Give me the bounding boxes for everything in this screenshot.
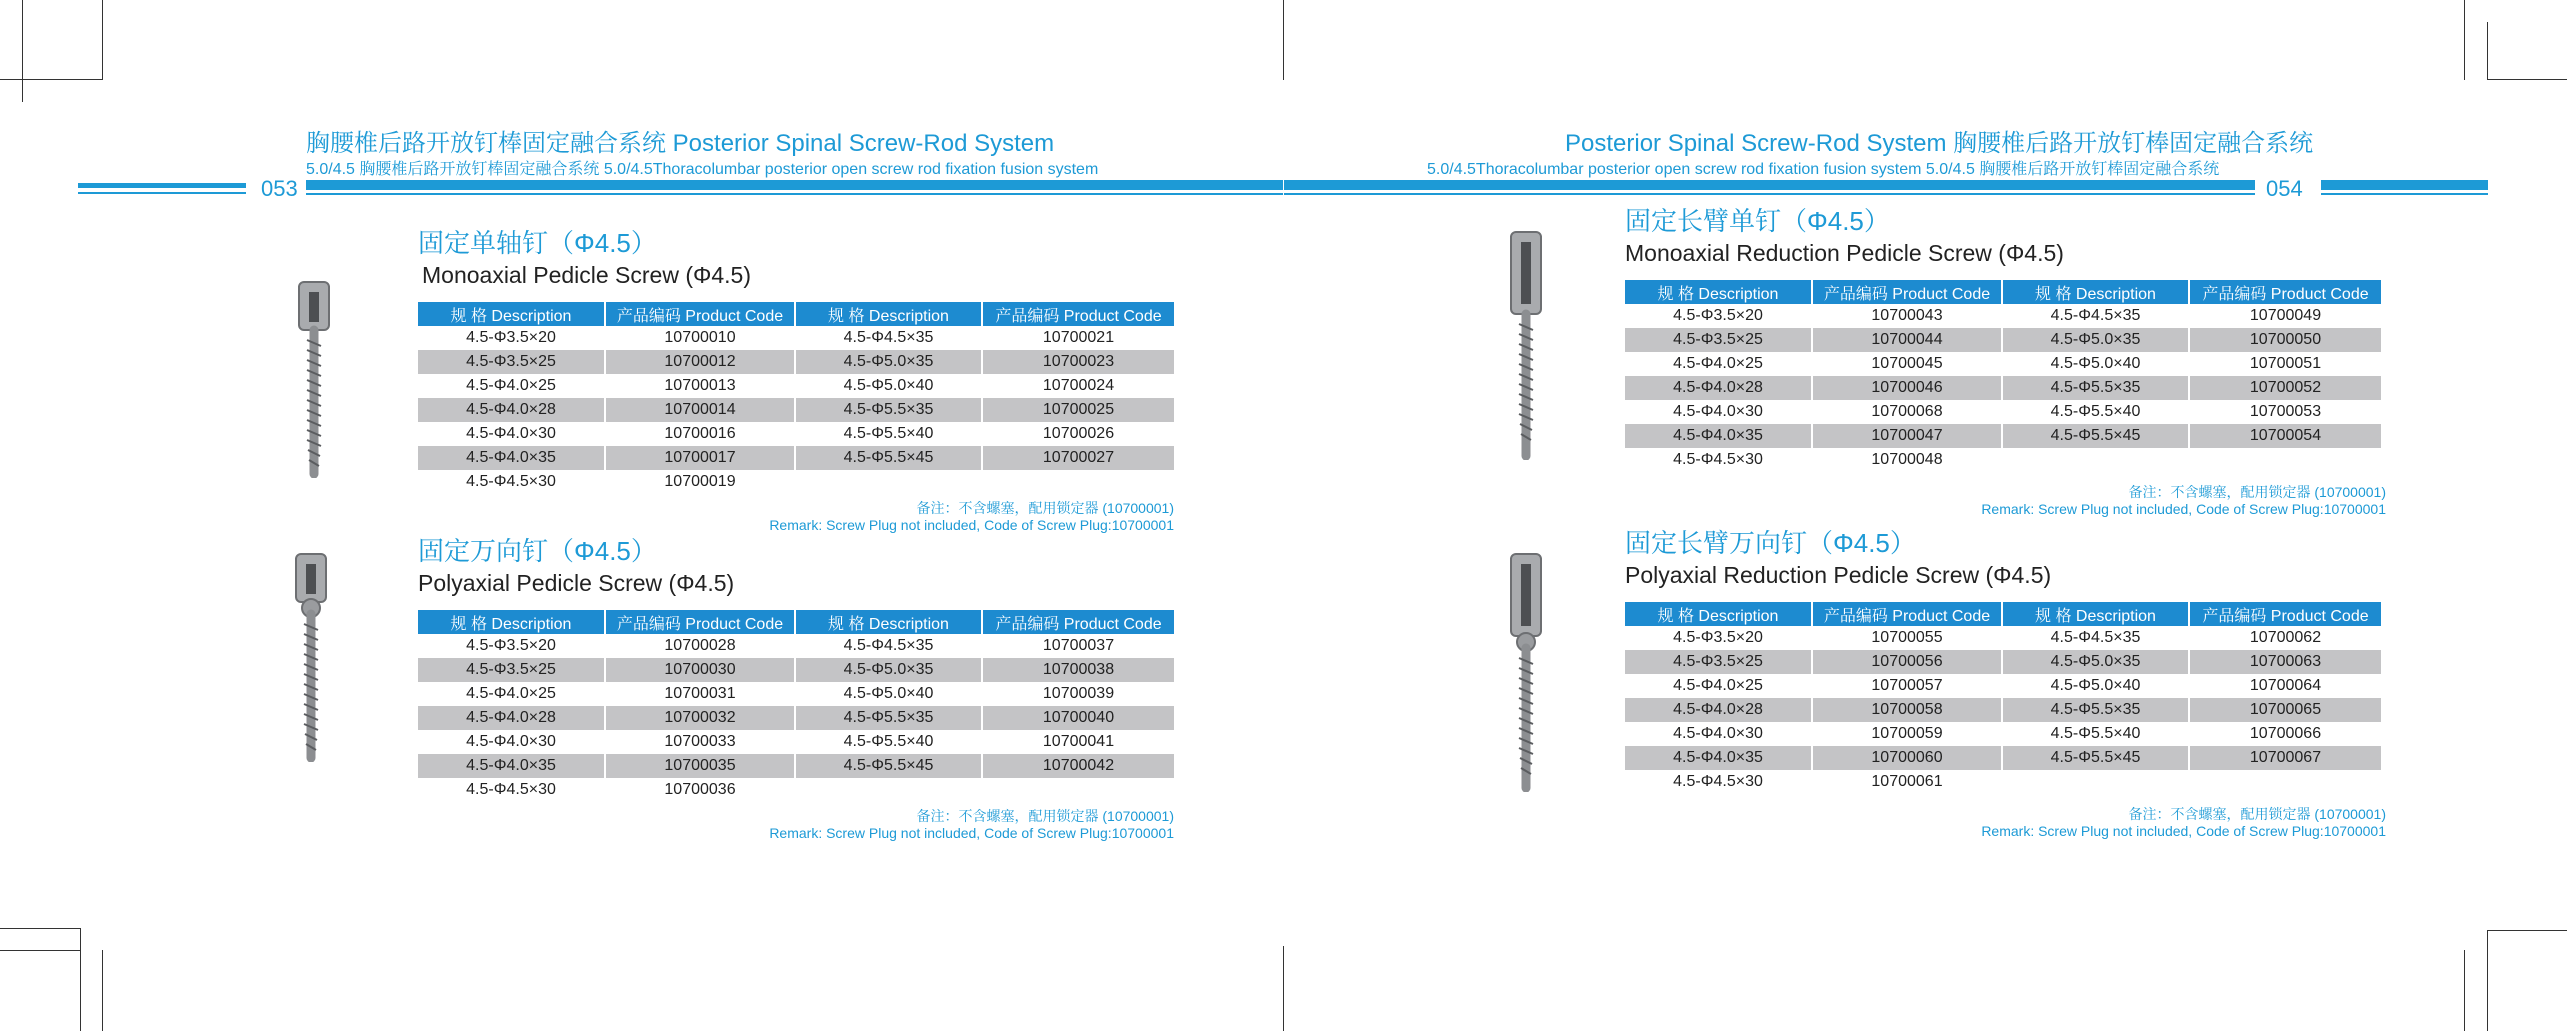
- table-cell: 10700051: [2249, 355, 2322, 372]
- table-cell: 10700060: [1812, 746, 2002, 770]
- crop-mark: [22, 0, 23, 102]
- page-number: 053: [261, 176, 298, 201]
- table-cell: 10700035: [605, 754, 795, 778]
- section-title-en: Polyaxial Pedicle Screw (Φ4.5): [418, 570, 735, 596]
- remark-en: Remark: Screw Plug not included, Code of Screw Plug:10700001: [1981, 823, 2386, 839]
- table-cell: 4.5-Φ3.5×20: [1625, 626, 1812, 650]
- table-cell: 10700059: [1812, 722, 2002, 746]
- table-row: [418, 682, 1174, 706]
- header-title: Posterior Spinal Screw-Rod System 胸腰椎后路开放钉棒固定融合系统: [1565, 130, 2314, 157]
- header-subtitle: 5.0/4.5 胸腰椎后路开放钉棒固定融合系统 5.0/4.5Thoracolumbar posterior open screw rod fixation fusion system: [306, 161, 1099, 178]
- table-cell: [2189, 770, 2381, 794]
- monoaxial-screw-icon: [290, 278, 340, 478]
- table-row: [418, 446, 1174, 470]
- table-row: [418, 470, 1174, 494]
- table-cell: 4.5-Φ4.0×25: [418, 374, 605, 398]
- table-cell: 10700013: [605, 374, 795, 398]
- table-row: [418, 778, 1174, 802]
- table-cell: 4.5-Φ3.5×25: [418, 350, 605, 374]
- section-polyaxial-reduction-screw: [1625, 526, 2386, 840]
- table-cell: 10700036: [605, 778, 795, 802]
- crop-mark: [2464, 0, 2465, 80]
- table-cell: 4.5-Φ4.0×30: [1625, 722, 1812, 746]
- remark-en: Remark: Screw Plug not included, Code of Screw Plug:10700001: [1981, 501, 2386, 517]
- table-cell: 4.5-Φ5.5×40: [2002, 400, 2189, 424]
- section-title-en: Polyaxial Reduction Pedicle Screw (Φ4.5): [1625, 562, 2052, 588]
- table-row: [418, 706, 1174, 730]
- table-cell: 10700046: [1812, 376, 2002, 400]
- remark-note: [1625, 806, 2386, 840]
- table-cell: 4.5-Φ5.0×40: [795, 374, 982, 398]
- col-header-product-code: 产品编码 Product Code: [1812, 602, 2002, 626]
- table-row: [418, 350, 1174, 374]
- table-cell: 4.5-Φ5.0×40: [2002, 674, 2189, 698]
- table-row: [1625, 674, 2381, 698]
- table-cell: [2002, 448, 2189, 472]
- col-header-description: 规 格 Description: [1625, 602, 1812, 626]
- table-cell: 4.5-Φ3.5×25: [1625, 328, 1812, 352]
- table-cell: 10700021: [1042, 329, 1115, 346]
- product-table: [1625, 280, 2381, 472]
- table-cell: 4.5-Φ4.0×35: [1625, 424, 1812, 448]
- table-row: [1625, 746, 2381, 770]
- header-subtitle: 5.0/4.5Thoracolumbar posterior open screw rod fixation fusion system 5.0/4.5 胸腰椎后路开放钉棒固定融合系统: [1427, 161, 2220, 178]
- table-row: [1625, 448, 2381, 472]
- table-cell: 10700063: [2189, 650, 2381, 674]
- table-row: [418, 374, 1174, 398]
- table-cell: 10700068: [1812, 400, 2002, 424]
- table-row: [1625, 626, 2381, 650]
- col-header-description: 规 格 Description: [418, 302, 605, 326]
- table-row: [1625, 328, 2381, 352]
- header-band: [306, 193, 2488, 195]
- table-cell: 4.5-Φ5.5×35: [2002, 376, 2189, 400]
- table-cell: 10700045: [1812, 352, 2002, 376]
- table-cell: 4.5-Φ4.0×25: [1625, 674, 1812, 698]
- table-cell: 4.5-Φ4.0×28: [418, 706, 605, 730]
- table-cell: [982, 778, 1174, 802]
- table-cell: 4.5-Φ5.5×45: [2002, 424, 2189, 448]
- table-cell: 10700025: [982, 398, 1174, 422]
- table-cell: 4.5-Φ5.0×40: [795, 682, 982, 706]
- table-cell: 10700028: [605, 634, 795, 658]
- table-cell: 10700050: [2189, 328, 2381, 352]
- section-monoaxial-reduction-screw: [1625, 204, 2386, 518]
- crop-mark: [2487, 930, 2488, 1031]
- table-cell: 4.5-Φ5.5×35: [795, 398, 982, 422]
- table-cell: 10700016: [605, 422, 795, 446]
- remark-note: [1625, 484, 2386, 518]
- table-cell: 4.5-Φ5.0×40: [2002, 352, 2189, 376]
- table-cell: 4.5-Φ5.0×35: [795, 658, 982, 682]
- col-header-product-code: 产品编码 Product Code: [605, 302, 795, 326]
- table-cell: 4.5-Φ5.5×40: [2002, 722, 2189, 746]
- table-cell: 10700044: [1812, 328, 2002, 352]
- crop-mark: [102, 950, 103, 1031]
- table-cell: 10700023: [982, 350, 1174, 374]
- table-cell: 10700054: [2189, 424, 2381, 448]
- header-band: [2321, 183, 2488, 188]
- remark-note: [418, 500, 1174, 534]
- table-row: [418, 658, 1174, 682]
- table-cell: 10700031: [605, 682, 795, 706]
- table-cell: 10700042: [982, 754, 1174, 778]
- header-band: [306, 180, 2488, 190]
- page-number: 054: [2266, 176, 2303, 201]
- section-title-cn: 固定长臂单钉（Φ4.5）: [1625, 206, 1890, 236]
- table-cell: 10700033: [605, 730, 795, 754]
- col-header-description: 规 格 Description: [2002, 280, 2189, 304]
- remark-en: Remark: Screw Plug not included, Code of Screw Plug:10700001: [769, 825, 1174, 841]
- table-cell: 10700043: [1812, 304, 2002, 328]
- table-cell: 4.5-Φ5.5×40: [795, 422, 982, 446]
- table-cell: 4.5-Φ5.0×35: [795, 350, 982, 374]
- table-row: [418, 422, 1174, 446]
- table-cell: 4.5-Φ5.0×35: [2002, 328, 2189, 352]
- monoaxial-reduction-screw-icon: [1502, 228, 1552, 460]
- table-cell: 4.5-Φ3.5×20: [1625, 304, 1812, 328]
- table-cell: 4.5-Φ4.0×28: [1625, 698, 1812, 722]
- table-row: [418, 754, 1174, 778]
- section-title-en: Monoaxial Pedicle Screw (Φ4.5): [422, 262, 751, 288]
- table-cell: 4.5-Φ4.5×30: [1625, 770, 1812, 794]
- table-cell: 10700055: [1812, 626, 2002, 650]
- col-header-product-code: 产品编码 Product Code: [1812, 280, 2002, 304]
- col-header-product-code: 产品编码 Product Code: [2189, 602, 2381, 626]
- table-row: [418, 730, 1174, 754]
- table-cell: 4.5-Φ4.0×25: [418, 682, 605, 706]
- table-cell: 4.5-Φ3.5×25: [1625, 650, 1812, 674]
- col-header-description: 规 格 Description: [795, 610, 982, 634]
- crop-mark: [0, 928, 80, 929]
- crop-mark: [2487, 930, 2567, 931]
- table-cell: 10700012: [605, 350, 795, 374]
- table-cell: 10700066: [2249, 725, 2322, 742]
- table-cell: 10700058: [1812, 698, 2002, 722]
- table-row: [1625, 650, 2381, 674]
- table-cell: 4.5-Φ4.5×30: [418, 470, 605, 494]
- table-cell: 4.5-Φ3.5×20: [418, 326, 605, 350]
- product-table: [418, 302, 1174, 494]
- section-monoaxial-pedicle-screw: [418, 226, 1174, 534]
- table-cell: 4.5-Φ4.5×35: [2002, 304, 2189, 328]
- table-cell: 4.5-Φ4.0×28: [1625, 376, 1812, 400]
- section-title-cn: 固定长臂万向钉（Φ4.5）: [1625, 528, 1916, 558]
- crop-mark: [102, 0, 103, 80]
- crop-mark: [1283, 0, 1284, 80]
- col-header-product-code: 产品编码 Product Code: [982, 302, 1174, 326]
- table-cell: 10700053: [2249, 403, 2322, 420]
- table-cell: 10700048: [1812, 448, 2002, 472]
- col-header-description: 规 格 Description: [2002, 602, 2189, 626]
- table-cell: 10700014: [605, 398, 795, 422]
- header-title: 胸腰椎后路开放钉棒固定融合系统 Posterior Spinal Screw-Rod System: [306, 130, 1055, 157]
- header-band: [78, 183, 246, 188]
- table-cell: 4.5-Φ4.5×35: [795, 326, 982, 350]
- table-row: [1625, 376, 2381, 400]
- table-cell: 10700057: [1812, 674, 2002, 698]
- crop-mark: [0, 950, 80, 951]
- table-cell: 4.5-Φ4.0×30: [1625, 400, 1812, 424]
- table-row: [1625, 424, 2381, 448]
- table-cell: 10700019: [605, 470, 795, 494]
- table-cell: [2002, 770, 2189, 794]
- table-cell: 10700065: [2189, 698, 2381, 722]
- table-row: [418, 398, 1174, 422]
- col-header-description: 规 格 Description: [418, 610, 605, 634]
- table-cell: 4.5-Φ5.5×45: [795, 446, 982, 470]
- col-header-product-code: 产品编码 Product Code: [2189, 280, 2381, 304]
- table-cell: 4.5-Φ4.0×25: [1625, 352, 1812, 376]
- table-cell: 4.5-Φ5.0×35: [2002, 650, 2189, 674]
- section-polyaxial-pedicle-screw: [418, 534, 1174, 842]
- table-cell: 10700047: [1812, 424, 2002, 448]
- remark-cn: 备注：不含螺塞，配用锁定器 (10700001): [2128, 806, 2386, 822]
- table-cell: 4.5-Φ4.0×35: [1625, 746, 1812, 770]
- table-cell: 10700030: [605, 658, 795, 682]
- table-cell: 4.5-Φ5.5×45: [795, 754, 982, 778]
- table-cell: [982, 470, 1174, 494]
- col-header-description: 规 格 Description: [795, 302, 982, 326]
- table-cell: 4.5-Φ4.0×30: [418, 422, 605, 446]
- table-cell: 4.5-Φ4.0×30: [418, 730, 605, 754]
- table-cell: 10700052: [2189, 376, 2381, 400]
- table-cell: 10700032: [605, 706, 795, 730]
- table-cell: 10700062: [2249, 629, 2322, 646]
- table-cell: 10700010: [605, 326, 795, 350]
- table-cell: 4.5-Φ4.5×30: [418, 778, 605, 802]
- col-header-product-code: 产品编码 Product Code: [982, 610, 1174, 634]
- crop-mark: [2487, 79, 2567, 80]
- table-cell: 4.5-Φ4.0×35: [418, 754, 605, 778]
- table-cell: 10700017: [605, 446, 795, 470]
- table-cell: 4.5-Φ3.5×25: [418, 658, 605, 682]
- table-cell: 10700024: [1042, 377, 1115, 394]
- table-cell: 4.5-Φ4.5×35: [2002, 626, 2189, 650]
- table-cell: 10700056: [1812, 650, 2002, 674]
- crop-mark: [22, 79, 102, 80]
- table-cell: [795, 778, 982, 802]
- remark-cn: 备注：不含螺塞，配用锁定器 (10700001): [916, 808, 1174, 824]
- spine-gap: [1283, 178, 1284, 198]
- header-band: [78, 192, 246, 194]
- table-row: [1625, 352, 2381, 376]
- crop-mark: [1283, 946, 1284, 1031]
- table-cell: 4.5-Φ5.5×35: [2002, 698, 2189, 722]
- table-cell: 10700064: [2249, 677, 2322, 694]
- col-header-description: 规 格 Description: [1625, 280, 1812, 304]
- product-table: [1625, 602, 2381, 794]
- polyaxial-screw-icon: [287, 552, 337, 762]
- table-cell: 4.5-Φ4.5×30: [1625, 448, 1812, 472]
- table-cell: 10700039: [1042, 685, 1115, 702]
- table-row: [1625, 400, 2381, 424]
- product-table: [418, 610, 1174, 802]
- table-cell: 10700041: [1042, 733, 1115, 750]
- section-title-cn: 固定单轴钉（Φ4.5）: [418, 228, 657, 258]
- remark-cn: 备注：不含螺塞，配用锁定器 (10700001): [916, 500, 1174, 516]
- section-title-en: Monoaxial Reduction Pedicle Screw (Φ4.5): [1625, 240, 2064, 266]
- table-cell: 10700037: [1042, 637, 1115, 654]
- crop-mark: [80, 928, 81, 1031]
- table-cell: [2189, 448, 2381, 472]
- col-header-product-code: 产品编码 Product Code: [605, 610, 795, 634]
- table-cell: 4.5-Φ5.5×45: [2002, 746, 2189, 770]
- crop-mark: [2487, 22, 2488, 80]
- table-cell: 4.5-Φ5.5×40: [795, 730, 982, 754]
- table-cell: 10700040: [982, 706, 1174, 730]
- remark-cn: 备注：不含螺塞，配用锁定器 (10700001): [2128, 484, 2386, 500]
- table-cell: 4.5-Φ4.0×28: [418, 398, 605, 422]
- table-cell: 4.5-Φ3.5×20: [418, 634, 605, 658]
- table-cell: 10700026: [1042, 425, 1115, 442]
- table-cell: 10700027: [982, 446, 1174, 470]
- table-row: [1625, 770, 2381, 794]
- table-row: [1625, 698, 2381, 722]
- table-cell: 10700049: [2249, 307, 2322, 324]
- table-cell: 4.5-Φ4.0×35: [418, 446, 605, 470]
- table-cell: 4.5-Φ5.5×35: [795, 706, 982, 730]
- table-cell: 10700038: [982, 658, 1174, 682]
- table-row: [418, 634, 1174, 658]
- remark-en: Remark: Screw Plug not included, Code of Screw Plug:10700001: [769, 517, 1174, 533]
- table-row: [418, 326, 1174, 350]
- table-cell: [795, 470, 982, 494]
- table-row: [1625, 304, 2381, 328]
- remark-note: [418, 808, 1174, 842]
- table-cell: 4.5-Φ4.5×35: [795, 634, 982, 658]
- table-cell: 10700061: [1812, 770, 2002, 794]
- table-row: [1625, 722, 2381, 746]
- polyaxial-reduction-screw-icon: [1502, 552, 1552, 792]
- crop-mark: [2464, 950, 2465, 1031]
- section-title-cn: 固定万向钉（Φ4.5）: [418, 536, 657, 566]
- table-cell: 10700067: [2189, 746, 2381, 770]
